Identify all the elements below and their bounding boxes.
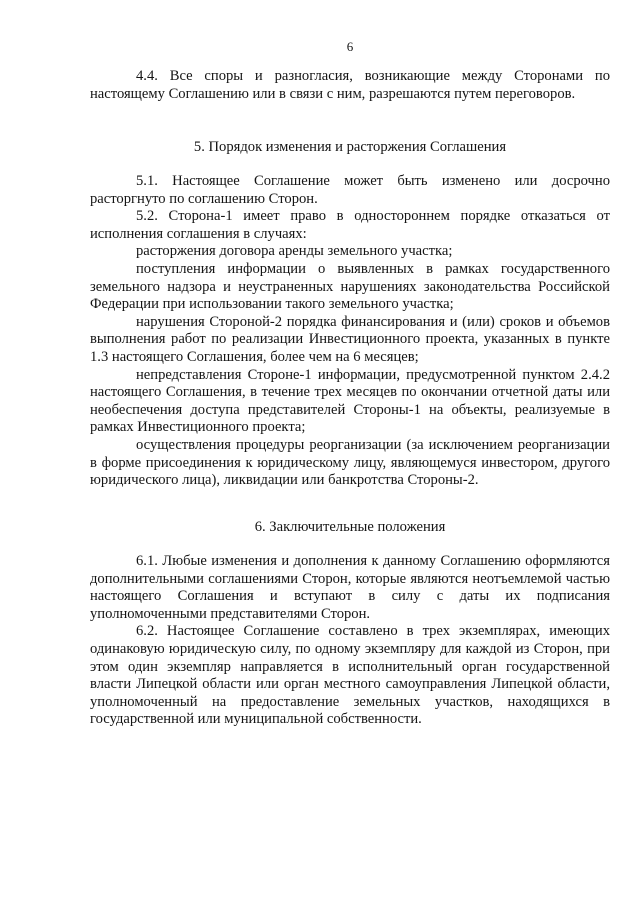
- section-5-title: 5. Порядок изменения и расторжения Соглашения: [193, 139, 507, 155]
- list-item-5-2-1: расторжения договора аренды земельного участка;: [136, 243, 453, 260]
- section-6-heading-block: [90, 519, 610, 537]
- section-5-body: [90, 173, 610, 490]
- section-6-body: [90, 553, 610, 729]
- paragraph-4-4: 4.4. Все споры и разногласия, возникающие между Сторонами по настоящему Соглашению или в связи с ним, разрешаются путем переговоров.: [90, 68, 610, 102]
- clause-4-4: [90, 68, 610, 103]
- list-item-5-2-4: непредставления Стороне-1 информации, предусмотренной пунктом 2.4.2 настоящего Соглашения, в течение трех месяцев по окончании отчетной даты или необеспечения доступа представителей Стороны-1 на объекты, реализуемые в рамках Инвестиционного проекта;: [90, 366, 610, 436]
- list-item-5-2-2: поступления информации о выявленных в рамках государственного земельного надзора и неустраненных нарушениях законодательства Российской Федерации при использовании такого земельного участка;: [90, 260, 610, 313]
- section-5-heading-block: [90, 139, 610, 157]
- paragraph-6-2: 6.2. Настоящее Соглашение составлено в трех экземплярах, имеющих одинаковую юридическую силу, по одному экземпляру для каждой из Сторон, при этом один экземпляр направляется в исполнительный орган государственной власти Липецкой области или орган местного самоуправления Липецкой области, уполномоченный на предоставление земельных участков, находящихся в государственной или муниципальной собственности.: [90, 623, 610, 728]
- list-item-5-2-5: осуществления процедуры реорганизации (за исключением реорганизации в форме присоединения к юридическому лицу, являющемуся инвестором, другого юридического лица), ликвидации или банкротства Стороны-2.: [90, 436, 610, 489]
- paragraph-6-1: 6.1. Любые изменения и дополнения к данному Соглашению оформляются дополнительными соглашениями Сторон, которые являются неотъемлемой частью настоящего Соглашения и вступают в силу с даты их подписания уполномоченными представителями Сторон.: [90, 553, 610, 622]
- list-item-5-2-3: нарушения Стороной-2 порядка финансирования и (или) сроков и объемов выполнения работ по реализации Инвестиционного проекта, указанных в пункте 1.3 настоящего Соглашения, более чем на 6 месяцев;: [90, 313, 610, 365]
- paragraph-5-2: 5.2. Сторона-1 имеет право в одностороннем порядке отказаться от исполнения соглашения в случаях:: [90, 208, 610, 242]
- section-6-title: 6. Заключительные положения: [254, 519, 446, 535]
- paragraph-5-1: 5.1. Настоящее Соглашение может быть изменено или досрочно расторгнуто по соглашению Сторон.: [90, 173, 610, 207]
- page-number: 6: [346, 39, 354, 54]
